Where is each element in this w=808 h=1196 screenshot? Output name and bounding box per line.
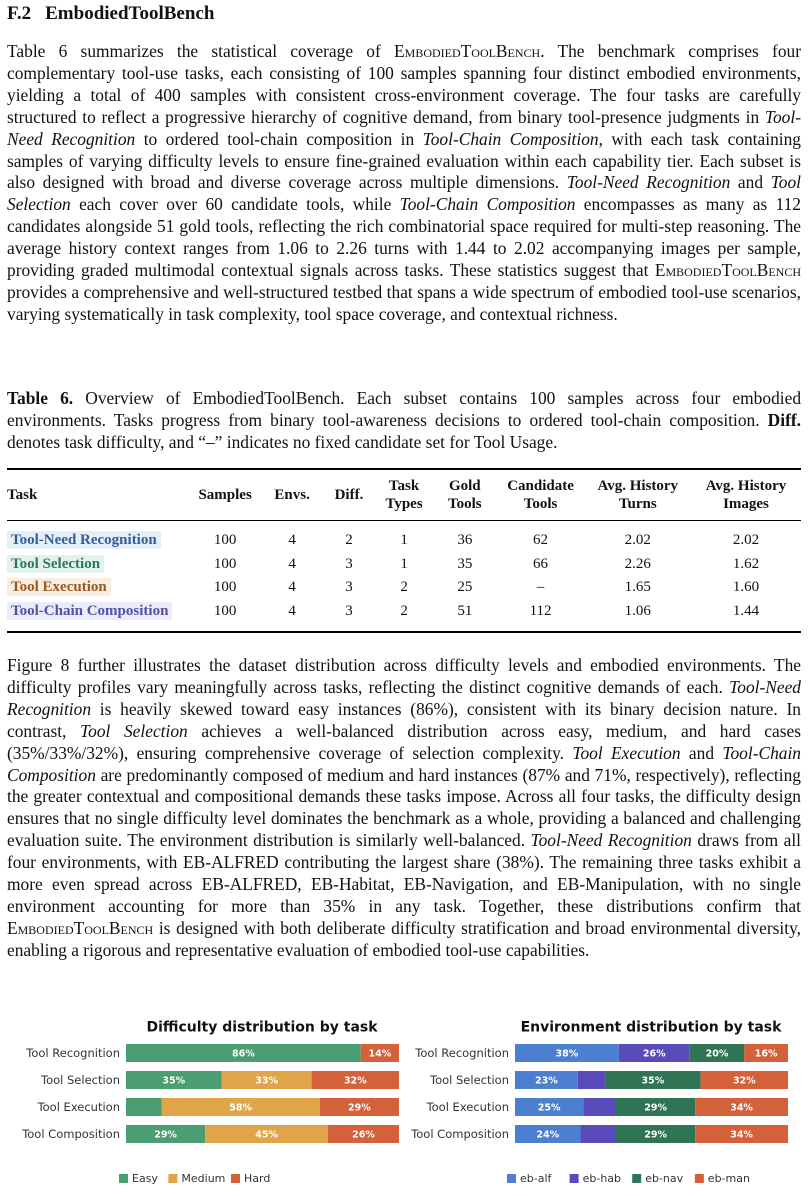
bar-segment (126, 1098, 161, 1116)
table-cell: 4 (288, 579, 296, 596)
column-header: Task Types (385, 478, 423, 512)
text-run: is heavily skewed toward easy instances (86%), consistent with its binary decision nature. In contrast, (7, 698, 801, 741)
table-cell: 100 (213, 555, 237, 572)
data-label: 32% (343, 1075, 367, 1087)
legend-swatch (168, 1174, 177, 1183)
text-run: encompasses as many as 112 candidates alongside 51 gold tools, reflecting the rich combinatorial space required for multi-step reasoning. The average history context ranges from 1.06 to 2.26 turns with 1.44 to 2.02 accompanying images per sample, providing graded multimodal contextual signals across tasks. These statistics suggest that (7, 194, 801, 281)
text-run: Tool-Chain Composition (422, 128, 599, 149)
legend-swatch (231, 1174, 240, 1183)
table-cell: 1.62 (732, 555, 760, 572)
table-row (7, 521, 801, 553)
data-label: 16% (754, 1048, 778, 1060)
table-cell: 2.02 (624, 532, 651, 549)
table-cell: 66 (533, 555, 549, 572)
table-cell: 36 (457, 532, 473, 549)
text-run: Tool-Need Recognition (566, 172, 731, 193)
task-tag: Tool Selection (7, 555, 104, 573)
text-run: , with each task containing samples of varying difficulty levels to ensure fine-grained evaluation within each capability tier. Each subset is also designed with broad and diverse coverage across multiple dimensions. (7, 128, 801, 193)
bar-segment (583, 1098, 616, 1116)
data-label: 58% (229, 1102, 253, 1114)
column-header: Gold Tools (448, 478, 482, 512)
data-label: 26% (352, 1129, 375, 1141)
table-cell: 112 (529, 602, 552, 619)
legend-swatch (632, 1174, 641, 1183)
column-header: Candidate Tools (507, 478, 574, 512)
table-cell: 1 (400, 532, 408, 549)
text-run: Diff. (767, 410, 801, 430)
text-run: is designed with both deliberate difficulty stratification and broad environmental diversity, enabling a rigorous and representative evaluation of embodied tool-use capabilities. (7, 917, 801, 960)
paragraph-distribution (7, 655, 801, 962)
paragraph-coverage (7, 41, 801, 326)
data-label: 38% (555, 1048, 579, 1060)
data-label: 29% (644, 1102, 667, 1114)
chart-title: Difficulty distribution by task (146, 1020, 378, 1036)
table-cell: 100 (213, 579, 237, 596)
text-run: Table 6. (7, 388, 74, 408)
table-cell: 1.60 (732, 579, 760, 596)
legend-label: Hard (244, 1172, 271, 1185)
legend-swatch (695, 1174, 704, 1183)
column-header: Task (7, 487, 38, 503)
column-header: Samples (198, 487, 252, 503)
category-label: Tool Execution (37, 1100, 120, 1114)
legend-label: eb-alf (520, 1172, 552, 1185)
table-cell: 4 (288, 532, 296, 549)
task-cell (7, 576, 189, 600)
table-row (7, 600, 801, 633)
text-run: EmbodiedToolBench (394, 41, 541, 61)
data-label: 35% (162, 1075, 186, 1087)
text-run: Tool-Chain Composition (7, 742, 801, 785)
text-run: Tool-Need Recognition (7, 106, 801, 149)
text-run: Tool Execution (572, 742, 681, 763)
category-label: Tool Selection (430, 1073, 509, 1087)
table-header-row (7, 469, 801, 521)
text-run: and (730, 172, 771, 193)
data-label: 33% (255, 1075, 278, 1087)
text-run: Table 6 summarizes the statistical coverage of (7, 41, 395, 61)
table-cell: 1.44 (732, 602, 760, 619)
data-label: 34% (730, 1129, 753, 1141)
column-header: Avg. History Images (705, 478, 787, 512)
task-cell (7, 600, 189, 633)
table-cell: 3 (345, 555, 353, 572)
task-tag: Tool-Need Recognition (7, 531, 161, 549)
table-cell: 35 (457, 555, 473, 572)
data-label: 24% (536, 1129, 560, 1141)
distribution-figure (7, 1020, 801, 1196)
bar-segment (578, 1071, 605, 1089)
table-cell: 51 (457, 602, 473, 619)
table-cell: 4 (288, 602, 296, 619)
data-label: 20% (705, 1048, 729, 1060)
category-label: Tool Execution (426, 1100, 509, 1114)
table-cell: 62 (533, 532, 549, 549)
data-label: 45% (255, 1129, 278, 1141)
data-label: 29% (154, 1129, 177, 1141)
data-label: 26% (642, 1048, 666, 1060)
table-row (7, 553, 801, 577)
text-run: Overview of EmbodiedToolBench. Each subset contains 100 samples across four embodied environments. Tasks progress from binary tool-awareness decisions to ordered tool-chain composition. (7, 388, 802, 430)
section-title: EmbodiedToolBench (45, 3, 215, 24)
table-cell: 100 (213, 602, 237, 619)
table-cell: 100 (213, 532, 237, 549)
legend-label: Medium (181, 1172, 226, 1185)
category-label: Tool Recognition (415, 1046, 509, 1060)
column-header: Envs. (274, 487, 310, 503)
data-label: 29% (644, 1129, 667, 1141)
text-run: denotes task difficulty, and “–” indicates no fixed candidate set for Tool Usage. (7, 432, 558, 452)
category-label: Tool Recognition (26, 1046, 120, 1060)
column-header: Avg. History Turns (597, 478, 679, 512)
table-cell: 2.26 (624, 555, 651, 572)
table-cell: – (536, 579, 545, 596)
task-tag: Tool Execution (7, 578, 111, 596)
category-label: Tool Selection (41, 1073, 120, 1087)
legend-label: Easy (132, 1172, 158, 1185)
table-caption (7, 387, 801, 453)
table-cell: 2.02 (732, 532, 760, 549)
text-run: to ordered tool-chain composition in (135, 128, 423, 149)
bar-segment (581, 1125, 616, 1143)
overview-table (7, 468, 801, 633)
data-label: 14% (368, 1048, 392, 1060)
task-cell (7, 521, 189, 553)
table-cell: 1.06 (624, 602, 651, 619)
data-label: 35% (641, 1075, 665, 1087)
text-run: EmbodiedToolBench (7, 917, 154, 938)
legend-label: eb-man (707, 1172, 750, 1185)
text-run: EmbodiedToolBench (654, 260, 801, 281)
text-run: Tool-Need Recognition (530, 830, 692, 851)
data-label: 34% (730, 1102, 753, 1114)
table-cell: 2 (345, 532, 353, 549)
table-cell: 2 (400, 602, 408, 619)
table-cell: 25 (457, 579, 473, 596)
table-cell: 3 (345, 602, 353, 619)
text-run: Figure 8 further illustrates the dataset distribution across difficulty levels and embodied environments. The difficulty profiles vary meaningfully across tasks, reflecting the distinct cognitive demands of each. (7, 655, 801, 697)
legend-swatch (119, 1174, 128, 1183)
text-run: draws from all four environments, with EB-ALFRED contributing the largest share (38%). The remaining three tasks exhibit a more even spread across EB-ALFRED, EB-Habitat, EB-Navigation, and EB-Manipulation, with no single environment accounting for more than 35% in any task. Together, these distributions confirm that (7, 830, 801, 916)
table-cell: 1 (400, 555, 408, 572)
data-label: 23% (535, 1075, 558, 1087)
section-number: F.2 (7, 3, 32, 24)
table-cell: 4 (288, 555, 296, 572)
text-run: Tool Selection (80, 720, 188, 741)
data-label: 25% (537, 1102, 561, 1114)
category-label: Tool Composition (411, 1127, 509, 1141)
text-run: are predominantly composed of medium and hard instances (87% and 71%, respectively), reflecting the greater contextual and compositional demands these tasks impose. Across all four tasks, the difficulty design ensures that no single difficulty level dominates the benchmark as a whole, providing a balanced and challenging evaluation suite. The environment distribution is similarly well-balanced. (7, 764, 801, 851)
table-row (7, 576, 801, 600)
data-label: 86% (232, 1048, 255, 1060)
text-run: Tool Selection (7, 172, 801, 215)
text-run: Tool-Need Recognition (7, 676, 801, 719)
task-cell (7, 553, 189, 577)
category-label: Tool Composition (22, 1127, 120, 1141)
task-tag: Tool-Chain Composition (7, 602, 172, 620)
chart-title: Environment distribution by task (520, 1020, 782, 1036)
legend-swatch (570, 1174, 579, 1183)
section-heading (7, 3, 214, 25)
text-run: each cover over 60 candidate tools, while (70, 194, 400, 215)
text-run: Tool-Chain Composition (399, 194, 576, 215)
table-cell: 1.65 (624, 579, 651, 596)
table-body (7, 521, 801, 633)
table-cell: 3 (345, 579, 353, 596)
text-run: . The benchmark comprises four complementary tool-use tasks, each consisting of 100 samples spanning four distinct embodied environments, yielding a total of 400 samples with consistent cross-environment coverage. The four tasks are carefully structured to reflect a progressive hierarchy of cognitive demand, from binary tool-presence judgments in (7, 41, 801, 127)
data-label: 29% (348, 1102, 371, 1114)
table-cell: 2 (400, 579, 408, 596)
text-run: achieves a well-balanced distribution across easy, medium, and hard cases (35%/33%/32%), ensuring comprehensive coverage of selection complexity. (7, 720, 801, 763)
column-header: Diff. (334, 487, 364, 503)
legend-label: eb-nav (645, 1172, 684, 1185)
text-run: provides a comprehensive and well-structured testbed that spans a wide spectrum of embodied tool-use scenarios, varying systematically in task complexity, tool space coverage, and contextual richness. (7, 281, 801, 324)
legend-label: eb-hab (582, 1172, 622, 1185)
legend-swatch (507, 1174, 516, 1183)
text-run: and (680, 742, 723, 763)
data-label: 32% (732, 1075, 756, 1087)
